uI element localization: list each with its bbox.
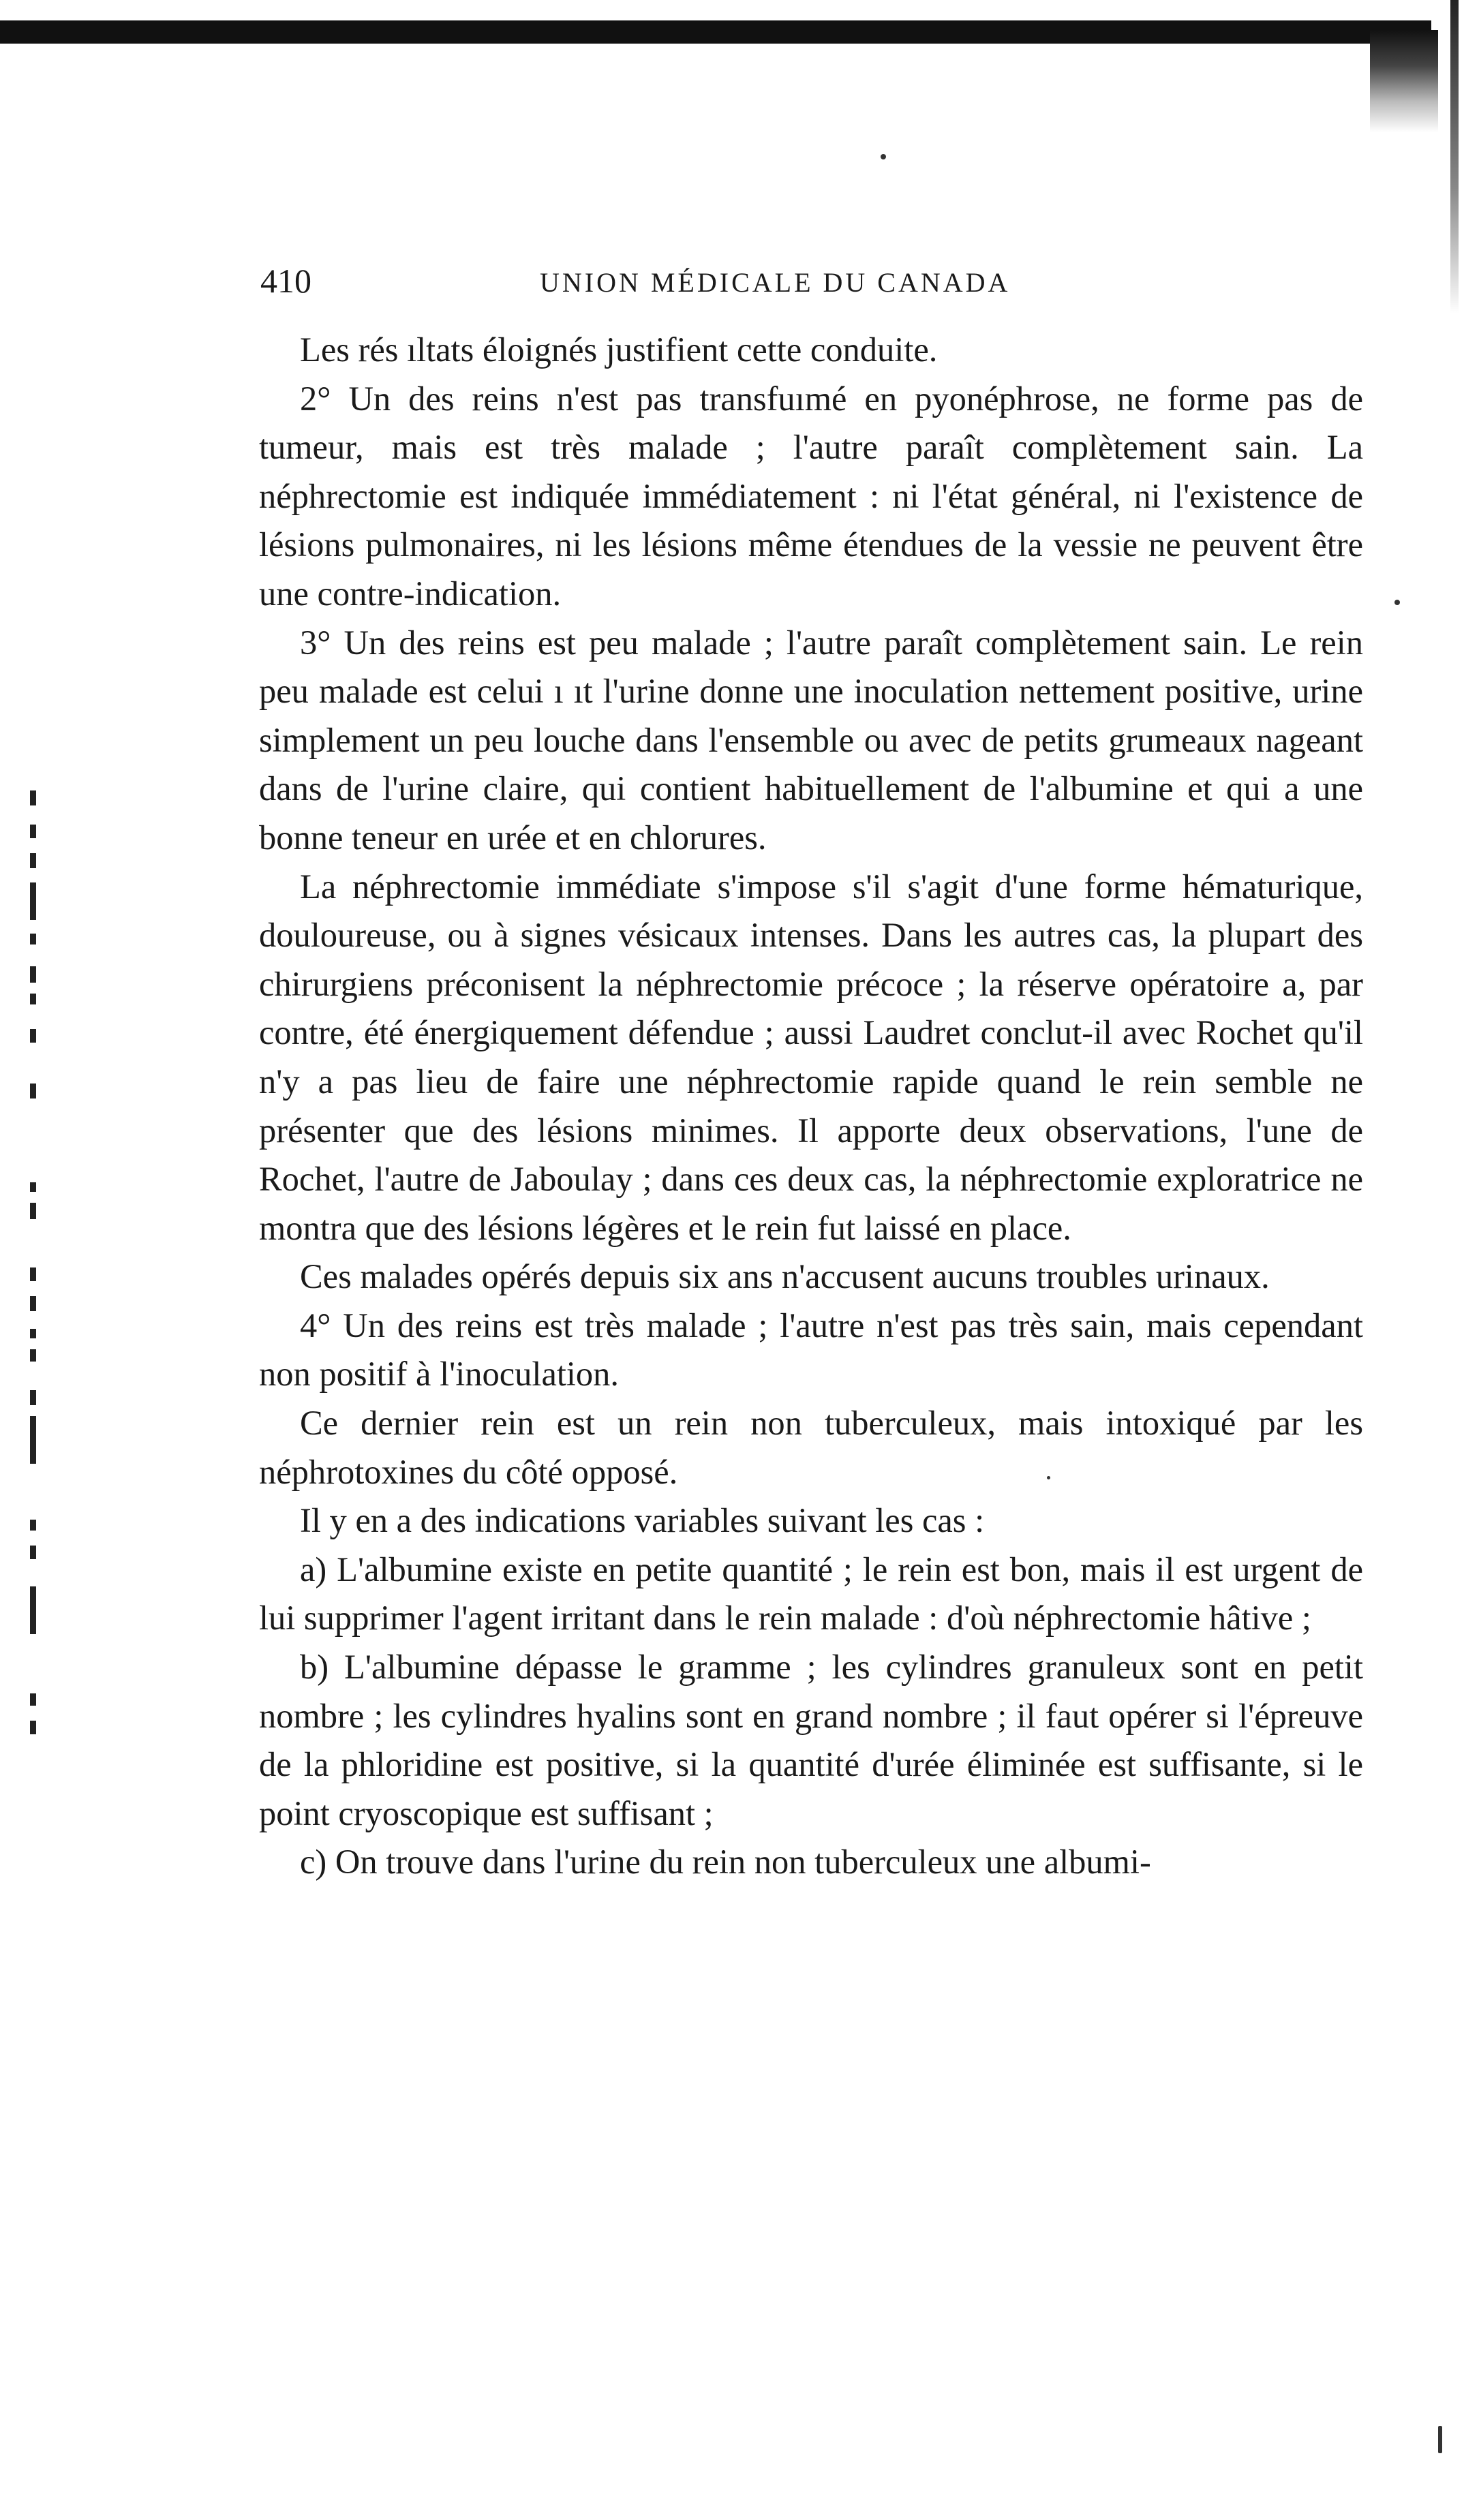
bleed-mark xyxy=(30,1721,36,1734)
bleed-mark xyxy=(30,1182,36,1192)
paragraph: 2° Un des reins n'est pas transfuımé en pyonéphrose, ne forme pas de tumeur, mais est très malade ; l'autre paraît complètement sain. La néphrectomie est indiquée immédiatement : ni l'état général, ni l'existence de lésions pulmonaires, ni les lésions même étendues de la vessie ne peuvent être une contre-indication. xyxy=(259,379,1363,613)
paragraph: Les rés ıltats éloignés justifient cette conduite. xyxy=(300,331,938,369)
body-text xyxy=(259,326,1363,1887)
bleed-mark xyxy=(30,1416,36,1464)
paragraph: 4° Un des reins est très malade ; l'autre n'est pas très sain, mais cependant non positif à l'inoculation. xyxy=(259,1306,1363,1394)
paragraph: Ce dernier rein est un rein non tuberculeux, mais intoxiqué par les néphrotoxines du côté opposé. xyxy=(259,1404,1363,1491)
paragraph: Ces malades opérés depuis six ans n'accusent aucuns troubles urinaux. xyxy=(300,1257,1270,1296)
scan-speck xyxy=(1394,600,1400,605)
scan-corner-shadow xyxy=(1370,30,1438,132)
bleed-mark xyxy=(30,1296,36,1311)
bleed-mark xyxy=(30,882,36,920)
top-scan-border xyxy=(0,20,1431,44)
page-number: 410 xyxy=(260,262,311,300)
bleed-mark xyxy=(30,853,36,868)
bleed-mark xyxy=(30,1349,36,1362)
bleed-mark xyxy=(30,1203,36,1219)
bleed-mark xyxy=(30,790,36,805)
bleed-mark xyxy=(30,966,36,983)
scan-speck xyxy=(881,154,886,159)
right-scan-edge xyxy=(1450,0,1459,313)
scan-speck xyxy=(1047,1476,1050,1479)
running-head: UNION MÉDICALE DU CANADA xyxy=(540,267,1011,298)
scan-speck xyxy=(1438,2426,1442,2453)
bleed-mark xyxy=(30,994,36,1004)
bleed-mark xyxy=(30,1390,36,1405)
paragraph: a) L'albumine existe en petite quantité ; le rein est bon, mais il est urgent de lui supprimer l'agent irritant dans le rein malade : d'où néphrectomie hâtive ; xyxy=(259,1550,1363,1638)
bleed-mark xyxy=(30,1520,36,1531)
page-header xyxy=(260,261,1364,309)
paragraph: 3° Un des reins est peu malade ; l'autre paraît complètement sain. Le rein peu malade est celui ı ıt l'urine donne une inoculation nettement positive, urine simplement un peu louche dans l'ensemble ou avec de petits grumeaux nageant dans de l'urine claire, qui contient habituellement de l'albumine et qui a une bonne teneur en urée et en chlorures. xyxy=(259,623,1363,857)
bleed-mark xyxy=(30,1267,36,1281)
bleed-mark xyxy=(30,934,36,944)
paragraph: c) On trouve dans l'urine du rein non tuberculeux une albumi- xyxy=(300,1843,1151,1881)
bleed-mark xyxy=(30,1546,36,1559)
left-margin-bleed-marks xyxy=(30,790,50,1758)
bleed-mark xyxy=(30,825,36,838)
bleed-mark xyxy=(30,1084,36,1098)
bleed-mark xyxy=(30,1029,36,1043)
paragraph: Il y en a des indications variables suivant les cas : xyxy=(300,1501,985,1540)
bleed-mark xyxy=(30,1693,36,1706)
paragraph: La néphrectomie immédiate s'impose s'il s'agit d'une forme hématurique, douloureuse, ou à signes vésicaux intenses. Dans les autres cas, la plupart des chirurgiens préconisent la néphrectomie précoce ; la réserve opératoire a, par contre, été énergiquement défendue ; aussi Laudret conclut-il avec Rochet qu'il n'y a pas lieu de faire une néphrectomie rapide quand le rein semble ne présenter que des lésions minimes. Il apporte deux observations, l'une de Rochet, l'autre de Jaboulay ; dans ces deux cas, la néphrectomie exploratrice ne montra que des lésions légères et le rein fut laissé en place. xyxy=(259,867,1363,1247)
bleed-mark xyxy=(30,1586,36,1634)
bleed-mark xyxy=(30,1329,36,1338)
paragraph: b) L'albumine dépasse le gramme ; les cylindres granuleux sont en petit nombre ; les cylindres hyalins sont en grand nombre ; il faut opérer si l'épreuve de la phloridine est positive, si la quantité d'urée éliminée est suffisante, si le point cryoscopique est suffisant ; xyxy=(259,1648,1363,1832)
